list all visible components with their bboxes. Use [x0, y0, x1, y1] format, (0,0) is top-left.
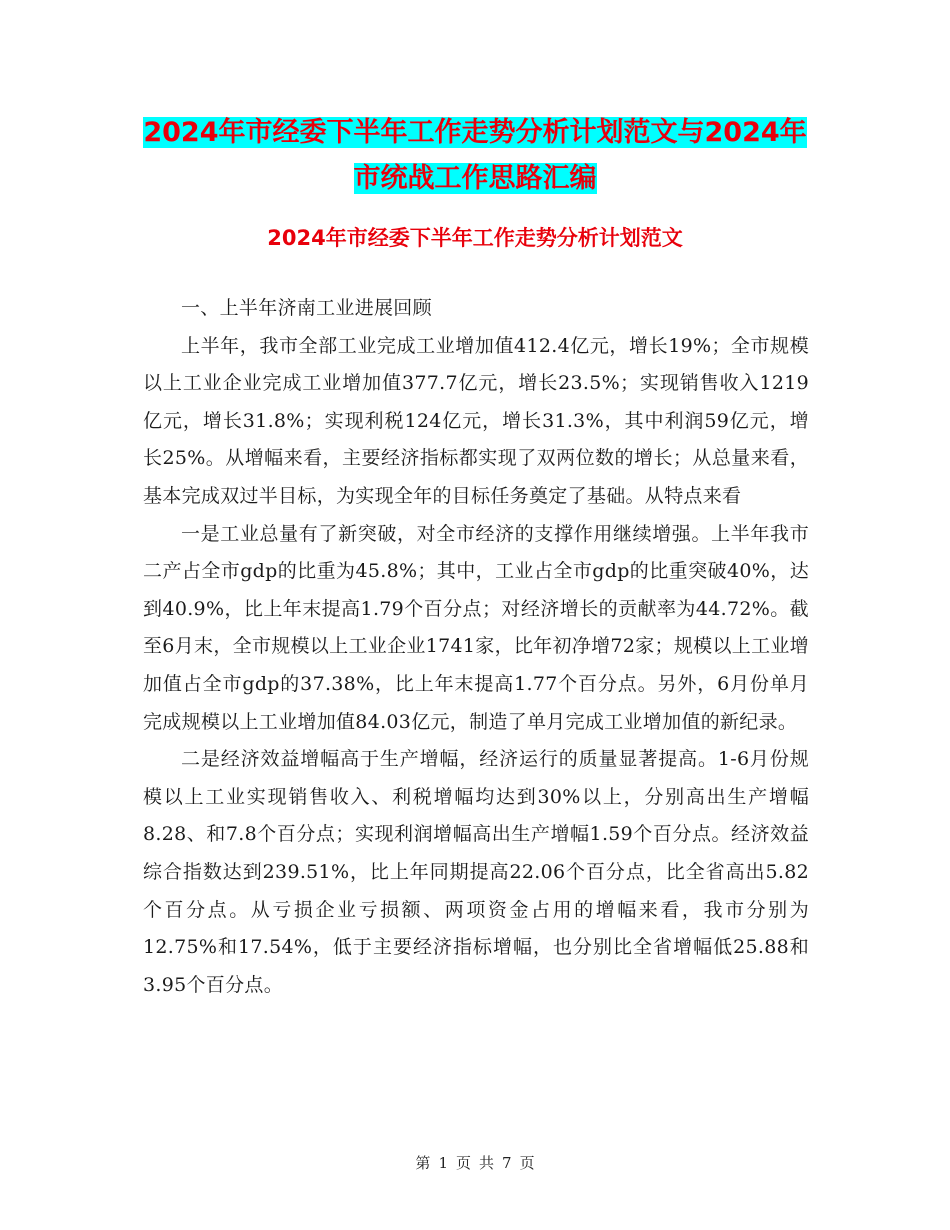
document-body: [143, 290, 809, 1004]
paragraph-point-two: 二是经济效益增幅高于生产增幅，经济运行的质量显著提高。1-6月份规模以上工业实现销售收入、利税增幅均达到30%以上，分别高出生产增幅8.28、和7.8个百分点；实现利润增幅高出生产增幅1.59个百分点。经济效益综合指数达到239.51%，比上年同期提高22.06个百分点，比全省高出5.82个百分点。从亏损企业亏损额、两项资金占用的增幅来看，我市分别为12.75%和17.54%，低于主要经济指标增幅，也分别比全省增幅低25.88和3.95个百分点。: [143, 748, 809, 996]
footer-current-page: 1: [438, 1154, 448, 1172]
page-title-line-2: 市统战工作思路汇编: [353, 163, 597, 194]
paragraph-heading-review: 一、上半年济南工业进展回顾: [181, 297, 432, 319]
section-heading: 2024年市经委下半年工作走势分析计划范文: [267, 226, 683, 250]
footer-total-pages: 7: [502, 1154, 512, 1172]
footer-label-di: 第: [415, 1154, 431, 1172]
footer-label-ye-2: 页: [519, 1154, 535, 1172]
paragraph-point-one: 一是工业总量有了新突破，对全市经济的支撑作用继续增强。上半年我市二产占全市gdp的比重为45.8%；其中，工业占全市gdp的比重突破40%，达到40.9%，比上年末提高1.79个百分点；对经济增长的贡献率为44.72%。截至6月末，全市规模以上工业企业1741家，比年初净增72家；规模以上工业增加值占全市gdp的37.38%，比上年末提高1.77个百分点。另外，6月份单月完成规模以上工业增加值84.03亿元，制造了单月完成工业增加值的新纪录。: [143, 522, 809, 733]
page-title: [0, 110, 950, 202]
footer-label-gong: 共: [479, 1154, 495, 1172]
page-footer: [0, 1152, 950, 1173]
footer-label-ye: 页: [455, 1154, 471, 1172]
page-title-line-1: 2024年市经委下半年工作走势分析计划范文与2024年: [143, 117, 807, 148]
paragraph-overview: 上半年，我市全部工业完成工业增加值412.4亿元，增长19%；全市规模以上工业企业完成工业增加值377.7亿元，增长23.5%；实现销售收入1219亿元，增长31.8%；实现利税124亿元，增长31.3%，其中利润59亿元，增长25%。从增幅来看，主要经济指标都实现了双两位数的增长；从总量来看，基本完成双过半目标，为实现全年的目标任务奠定了基础。从特点来看: [143, 334, 809, 507]
